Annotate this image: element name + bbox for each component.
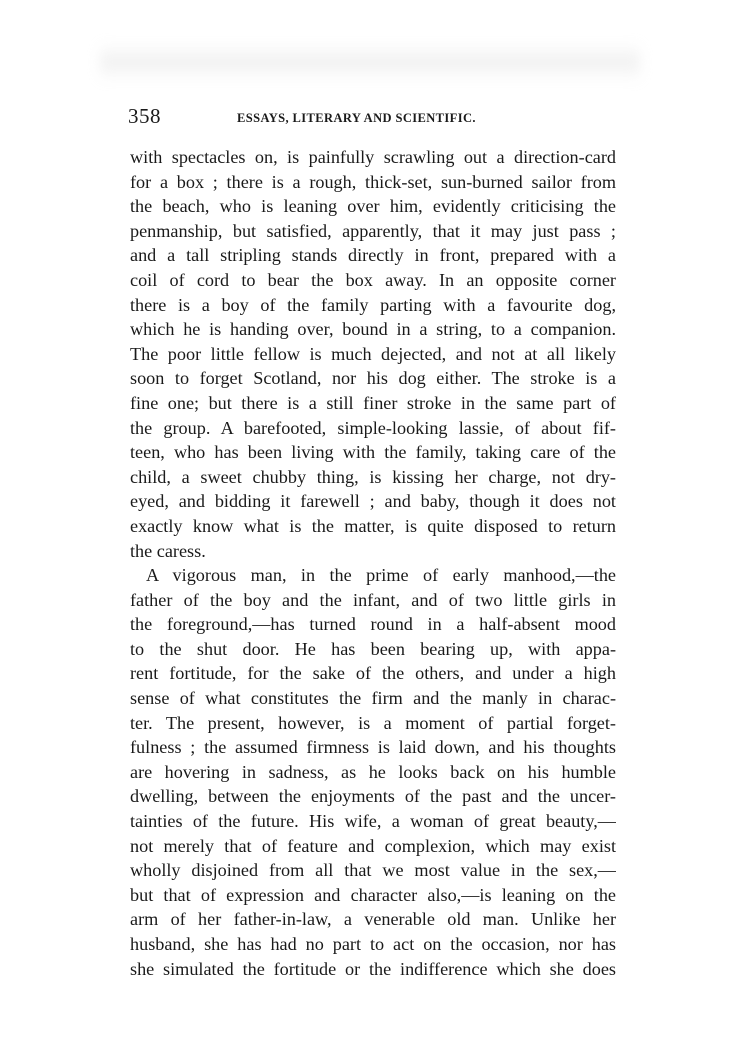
text-line: the group. A barefooted, simple-looking lassie, of about fif- [130,417,616,438]
text-line: sense of what constitutes the firm and the manly in charac- [130,688,616,709]
paragraph-end-line: the caress. [130,540,206,561]
text-line: coil of cord to bear the box away. In an opposite corner [130,269,616,290]
text-line: for a box ; there is a rough, thick-set, sun-burned sailor from [130,171,616,192]
text-line: to the shut door. He has been bearing up, with appa- [130,638,616,659]
text-line: and a tall stripling stands directly in front, prepared with a [130,245,616,266]
text-line: tainties of the future. His wife, a woman of great beauty,— [130,811,616,832]
text-line: husband, she has had no part to act on the occasion, nor has [130,934,616,954]
text-line: are hovering in sadness, as he looks back on his humble [130,761,616,782]
text-line: soon to forget Scotland, nor his dog either. The stroke is a [130,368,616,389]
text-line: the foreground,—has turned round in a half-absent mood [130,614,616,635]
text-line: there is a boy of the family parting with a favourite dog, [130,294,616,315]
text-line: fulness ; the assumed firmness is laid down, and his thoughts [130,737,616,758]
text-line: arm of her father-in-law, a venerable old man. Unlike her [130,909,616,930]
running-title: ESSAYS, LITERARY AND SCIENTIFIC. [237,111,476,125]
text-line: exactly know what is the matter, is quite disposed to return [130,515,616,536]
text-line: rent fortitude, for the sake of the others, and under a high [130,663,616,684]
text-line: eyed, and bidding it farewell ; and baby, though it does not [130,491,616,512]
text-line: wholly disjoined from all that we most value in the sex,— [130,860,616,881]
text-line: the beach, who is leaning over him, evidently criticising the [130,196,616,217]
text-line: father of the boy and the infant, and of two little girls in [130,589,616,610]
text-line: fine one; but there is a still finer stroke in the same part of [130,392,616,413]
text-line: with spectacles on, is painfully scrawling out a direction-card [130,147,616,167]
paragraph-start-line: A vigorous man, in the prime of early manhood,—the [146,565,616,586]
text-line: teen, who has been living with the family, taking care of the [130,442,616,463]
running-head [128,104,616,134]
text-line: child, a sweet chubby thing, is kissing her charge, not dry- [130,466,616,487]
text-line: The poor little fellow is much dejected, and not at all likely [130,343,616,364]
text-line: which he is handing over, bound in a string, to a companion. [130,319,616,340]
text-line: dwelling, between the enjoyments of the past and the uncer- [130,786,616,807]
text-line: not merely that of feature and complexion, which may exist [130,835,616,856]
text-line: penmanship, but satisfied, apparently, that it may just pass ; [130,220,616,241]
text-line: ter. The present, however, is a moment of partial forget- [130,712,616,733]
page-number: 358 [128,104,161,128]
scan-shadow [100,42,640,82]
text-line: she simulated the fortitude or the indifference which she does [130,958,616,979]
body-text [130,145,616,981]
text-line: but that of expression and character also,—is leaning on the [130,884,616,905]
